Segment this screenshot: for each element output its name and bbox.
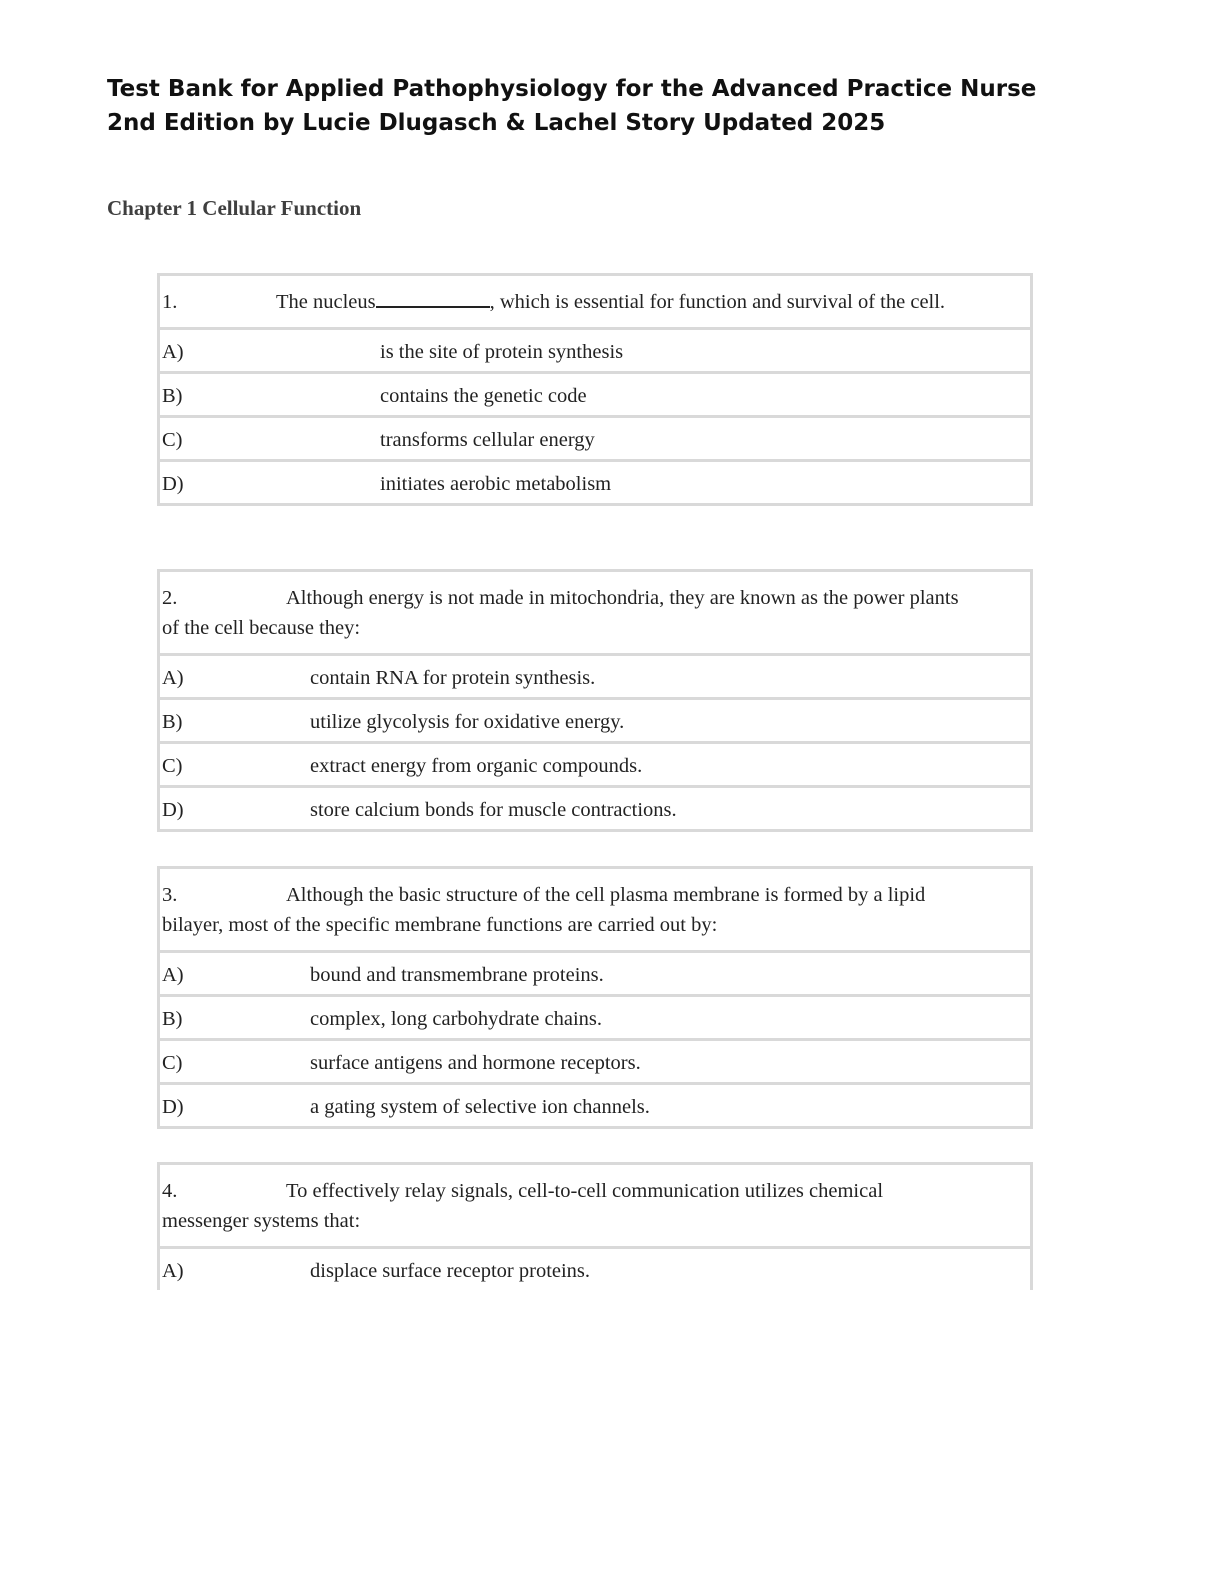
option-row[interactable] [160,371,1030,415]
option-letter: D) [162,473,184,495]
option-row[interactable] [160,697,1030,741]
question-number: 3. [162,884,178,906]
option-letter: A) [162,667,184,689]
option-letter: B) [162,385,183,407]
question-stem-row [160,572,1030,653]
question-1-table [157,273,1033,506]
option-letter: B) [162,711,183,733]
option-row[interactable] [160,459,1030,503]
question-stem-part2: , which is essential for function and survival of the cell. [489,291,946,313]
option-row[interactable] [160,1082,1030,1126]
option-row[interactable] [160,994,1030,1038]
option-text: bound and transmembrane proteins. [310,964,604,986]
option-letter: A) [162,964,184,986]
answer-blank [376,288,490,308]
option-text: extract energy from organic compounds. [310,755,643,777]
option-row[interactable] [160,785,1030,829]
option-row[interactable] [160,1246,1030,1290]
question-stem-row [160,869,1030,950]
question-stem: To effectively relay signals, cell-to-cell communication utilizes chemical messenger systems that: [162,1180,884,1232]
option-letter: B) [162,1008,183,1030]
option-text: is the site of protein synthesis [380,341,624,363]
option-letter: D) [162,799,184,821]
option-text: utilize glycolysis for oxidative energy. [310,711,625,733]
question-stem: Although energy is not made in mitochondria, they are known as the power plants of the cell because they: [162,587,959,639]
option-text: complex, long carbohydrate chains. [310,1008,603,1030]
option-letter: A) [162,1260,184,1282]
question-stem-part1: The nucleus [276,291,376,313]
document-title: Test Bank for Applied Pathophysiology for the Advanced Practice Nurse 2nd Edition by Lucie Dlugasch & Lachel Story Updated 2025 [107,76,1037,136]
option-row[interactable] [160,653,1030,697]
option-text: initiates aerobic metabolism [380,473,612,495]
question-stem: Although the basic structure of the cell plasma membrane is formed by a lipid bilayer, most of the specific membrane functions are carried out by: [162,884,926,936]
option-text: transforms cellular energy [380,429,595,451]
option-letter: D) [162,1096,184,1118]
option-row[interactable] [160,741,1030,785]
option-text: contain RNA for protein synthesis. [310,667,596,689]
option-row[interactable] [160,415,1030,459]
question-number: 1. [162,291,178,313]
question-stem-row [160,276,1030,327]
option-row[interactable] [160,327,1030,371]
question-stem-row [160,1165,1030,1246]
question-number: 2. [162,587,178,609]
option-letter: C) [162,429,183,451]
question-3-table [157,866,1033,1129]
option-text: displace surface receptor proteins. [310,1260,591,1282]
option-letter: C) [162,1052,183,1074]
option-text: a gating system of selective ion channels. [310,1096,650,1118]
option-letter: A) [162,341,184,363]
option-letter: C) [162,755,183,777]
option-row[interactable] [160,950,1030,994]
option-text: surface antigens and hormone receptors. [310,1052,641,1074]
chapter-heading: Chapter 1 Cellular Function [107,196,362,220]
option-text: contains the genetic code [380,385,587,407]
question-4-table [157,1162,1033,1290]
option-text: store calcium bonds for muscle contractions. [310,799,677,821]
question-number: 4. [162,1180,178,1202]
question-2-table [157,569,1033,832]
option-row[interactable] [160,1038,1030,1082]
